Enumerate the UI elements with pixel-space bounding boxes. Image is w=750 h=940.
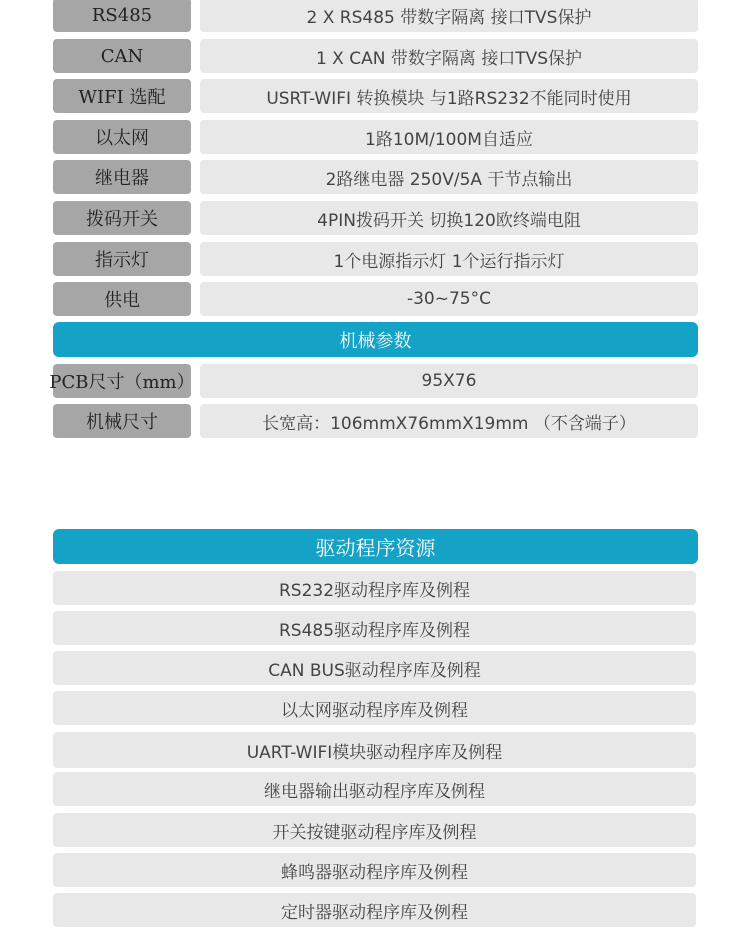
list-item-driver: 以太网驱动程序库及例程	[53, 691, 696, 725]
spec-value: USRT-WIFI 转换模块 与1路RS232不能同时使用	[200, 79, 698, 113]
list-item-driver: 定时器驱动程序库及例程	[53, 893, 696, 927]
spec-row-dip-switch	[53, 201, 698, 235]
spec-row-wifi	[53, 79, 698, 113]
list-item-driver: 继电器输出驱动程序库及例程	[53, 772, 696, 806]
spec-key: 以太网	[53, 120, 191, 154]
drivers-section-title: 驱动程序资源	[53, 529, 698, 564]
mech-row-mech-size	[53, 404, 698, 438]
list-item-driver: CAN BUS驱动程序库及例程	[53, 651, 696, 685]
spec-key: 继电器	[53, 160, 191, 194]
spec-key: WIFI 选配	[53, 79, 191, 113]
spec-value: 2 X RS485 带数字隔离 接口TVS保护	[200, 0, 698, 32]
list-item-driver: 开关按键驱动程序库及例程	[53, 813, 696, 847]
spec-value: 1路10M/100M自适应	[200, 120, 698, 154]
spec-row-ethernet	[53, 120, 698, 154]
spec-row-rs485	[53, 0, 698, 32]
spec-value: 长宽高：106mmX76mmX19mm （不含端子）	[200, 404, 698, 438]
spec-key: 指示灯	[53, 242, 191, 276]
mech-section-title: 机械参数	[53, 322, 698, 357]
spec-value: 1个电源指示灯 1个运行指示灯	[200, 242, 698, 276]
list-item-driver: UART-WIFI模块驱动程序库及例程	[53, 732, 696, 768]
list-item-driver: RS485驱动程序库及例程	[53, 611, 696, 645]
spec-row-can	[53, 39, 698, 73]
spec-value: 1 X CAN 带数字隔离 接口TVS保护	[200, 39, 698, 73]
spec-key: CAN	[53, 39, 191, 73]
spec-row-relay	[53, 160, 698, 194]
spec-value: 2路继电器 250V/5A 干节点输出	[200, 160, 698, 194]
list-item-driver: 蜂鸣器驱动程序库及例程	[53, 853, 696, 887]
spec-row-power	[53, 282, 698, 316]
spec-value: 95X76	[200, 364, 698, 398]
spec-key: PCB尺寸（mm）	[53, 364, 191, 398]
spec-value: 4PIN拨码开关 切换120欧终端电阻	[200, 201, 698, 235]
spec-key: 拨码开关	[53, 201, 191, 235]
mech-row-pcb-size	[49, 364, 698, 398]
spec-value: -30~75°C	[200, 282, 698, 316]
spec-key: RS485	[53, 0, 191, 32]
list-item-driver: RS232驱动程序库及例程	[53, 571, 696, 605]
spec-key: 机械尺寸	[53, 404, 191, 438]
spec-key: 供电	[53, 282, 191, 316]
spec-row-indicator	[53, 242, 698, 276]
